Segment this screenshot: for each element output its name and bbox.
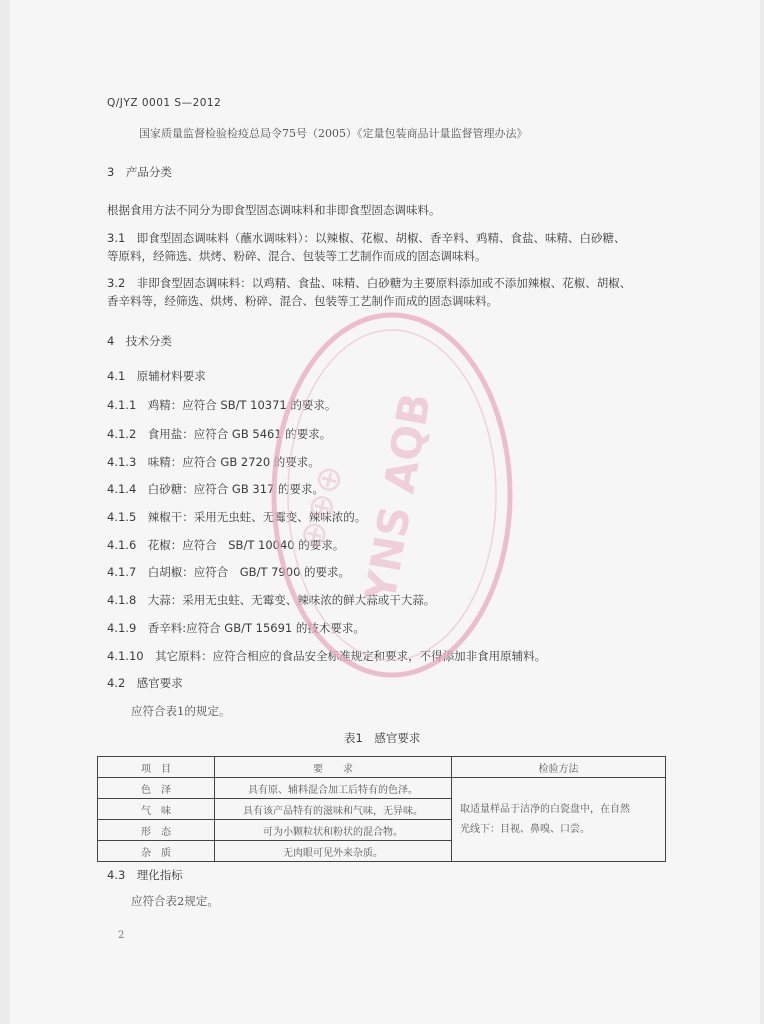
- requirement-item: 4.1.6 花椒：应符合 SB/T 10040 的要求。: [107, 538, 345, 552]
- method-line: 取适量样品于洁净的白瓷盘中，在自然: [460, 803, 630, 815]
- table-caption: 表1 感官要求: [344, 731, 421, 745]
- table-row: [98, 778, 666, 799]
- section-4-1-title: 4.1 原辅材料要求: [107, 369, 206, 383]
- table-cell-item: 气 味: [98, 799, 215, 820]
- section-3-1-line2: 等原料，经筛选、烘烤、粉碎、混合、包装等工艺制作而成的固态调味料。: [107, 249, 487, 263]
- table-cell-requirement: 无肉眼可见外来杂质。: [215, 841, 452, 862]
- sensory-requirements-table: [97, 756, 666, 862]
- section-3-intro: 根据食用方法不同分为即食型固态调味料和非即食型固态调味料。: [107, 203, 441, 217]
- section-4-2-text: 应符合表1的规定。: [131, 704, 231, 718]
- stamp-text: YNS AQB: [355, 389, 441, 606]
- requirement-item: 4.1.9 香辛料:应符合 GB/T 15691 的技术要求。: [107, 621, 365, 635]
- reference-line: 国家质量监督检验检疫总局令75号（2005）《定量包装商品计量监督管理办法》: [139, 127, 528, 140]
- section-3-title: 3 产品分类: [107, 165, 172, 179]
- svg-text:⊕⊕⊕: ⊕⊕⊕: [290, 460, 352, 554]
- section-4-2-title: 4.2 感官要求: [107, 676, 183, 690]
- table-cell-item: 色 泽: [98, 778, 215, 799]
- section-3-2-line1: 3.2 非即食型固态调味料：以鸡精、食盐、味精、白砂糖为主要原料添加或不添加辣椒、花椒、胡椒、: [107, 276, 632, 290]
- page-number: 2: [118, 930, 125, 941]
- table-header: 要 求: [215, 757, 452, 778]
- table-header: 项 目: [98, 757, 215, 778]
- section-4-3-text: 应符合表2规定。: [131, 894, 219, 908]
- table-cell-requirement: 具有原、辅料混合加工后特有的色泽。: [215, 778, 452, 799]
- requirement-item: 4.1.3 味精：应符合 GB 2720 的要求。: [107, 455, 320, 469]
- table-cell-requirement: 具有该产品特有的滋味和气味，无异味。: [215, 799, 452, 820]
- table-header: 检验方法: [452, 757, 666, 778]
- requirement-item: 4.1.7 白胡椒：应符合 GB/T 7900 的要求。: [107, 565, 351, 579]
- section-3-2-line2: 香辛料等，经筛选、烘烤、粉碎、混合、包装等工艺制作而成的固态调味料。: [107, 294, 498, 308]
- requirement-item: 4.1.8 大蒜：采用无虫蛀、无霉变、辣味浓的鲜大蒜或干大蒜。: [107, 593, 436, 607]
- requirement-item: 4.1.4 白砂糖：应符合 GB 317 的要求。: [107, 482, 324, 496]
- requirement-item: 4.1.10 其它原料：应符合相应的食品安全标准规定和要求，不得添加非食用原辅料。: [107, 649, 547, 663]
- section-4-title: 4 技术分类: [107, 334, 172, 348]
- requirement-item: 4.1.1 鸡精：应符合 SB/T 10371 的要求。: [107, 398, 337, 412]
- requirement-item: 4.1.2 食用盐：应符合 GB 5461 的要求。: [107, 427, 332, 441]
- table-cell-method: [452, 778, 666, 862]
- table-cell-item: 形 态: [98, 820, 215, 841]
- document-code: Q/JYZ 0001 S—2012: [107, 97, 222, 109]
- section-4-3-title: 4.3 理化指标: [107, 868, 183, 882]
- section-3-1-line1: 3.1 即食型固态调味料（蘸水调味料）：以辣椒、花椒、胡椒、香辛料、鸡精、食盐、味精、白砂糖、: [107, 231, 626, 245]
- table-cell-item: 杂 质: [98, 841, 215, 862]
- requirement-item: 4.1.5 辣椒干：采用无虫蛀、无霉变、辣味浓的。: [107, 510, 367, 524]
- table-cell-requirement: 可为小颗粒状和粉状的混合物。: [215, 820, 452, 841]
- method-line: 光线下：目视、鼻嗅、口尝。: [460, 823, 590, 835]
